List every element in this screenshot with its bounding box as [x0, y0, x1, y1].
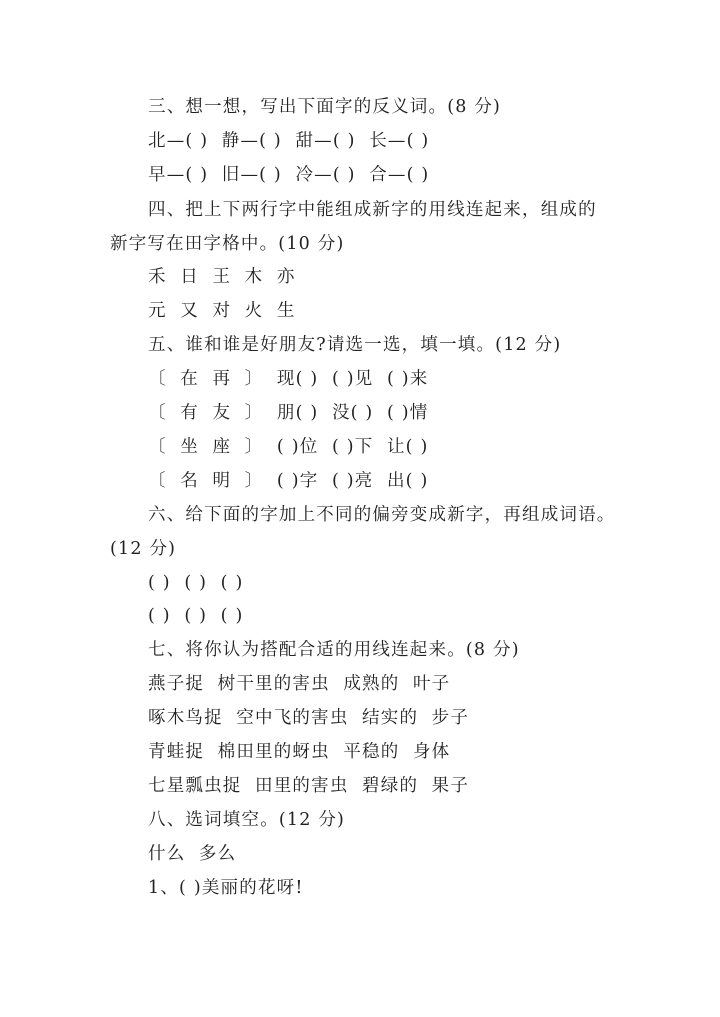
line-19: 啄木鸟捉 空中飞的害虫 结实的 步子: [148, 708, 470, 728]
line-13: 六、给下面的字加上不同的偏旁变成新字，再组成词语。: [148, 505, 616, 525]
line-3: 早—( ) 旧—( ) 冷—( ) 合—( ): [148, 165, 430, 185]
line-7: 元 又 对 火 生: [148, 301, 296, 321]
line-6: 禾 日 王 木 亦: [148, 267, 296, 287]
line-4: 四、把上下两行字中能组成新字的用线连起来，组成的: [148, 200, 597, 220]
line-18: 燕子捉 树干里的害虫 成熟的 叶子: [148, 674, 451, 694]
line-24: 1、( )美丽的花呀!: [148, 878, 304, 898]
line-8: 五、谁和谁是好朋友?请选一选，填一填。(12 分): [148, 335, 562, 355]
line-20: 青蛙捉 棉田里的蚜虫 平稳的 身体: [148, 742, 451, 762]
line-23: 什么 多么: [148, 844, 237, 864]
line-5: 新字写在田字格中。(10 分): [110, 234, 345, 254]
line-15: ( ) ( ) ( ): [148, 573, 244, 593]
line-16: ( ) ( ) ( ): [148, 606, 244, 626]
line-22: 八、选词填空。(12 分): [148, 810, 346, 830]
line-12: 〔 名 明 〕 ( )字 ( )亮 出( ): [148, 471, 429, 491]
line-9: 〔 在 再 〕 现( ) ( )见 ( )来: [148, 369, 429, 389]
line-2: 北—( ) 静—( ) 甜—( ) 长—( ): [148, 131, 430, 151]
line-21: 七星瓢虫捉 田里的害虫 碧绿的 果子: [148, 776, 470, 796]
line-1: 三、想一想，写出下面字的反义词。(8 分): [148, 97, 502, 117]
line-11: 〔 坐 座 〕 ( )位 ( )下 让( ): [148, 437, 429, 457]
line-17: 七、将你认为搭配合适的用线连起来。(8 分): [148, 640, 520, 660]
line-14: (12 分): [110, 539, 177, 559]
line-10: 〔 有 友 〕 朋( ) 没( ) ( )情: [148, 403, 429, 423]
